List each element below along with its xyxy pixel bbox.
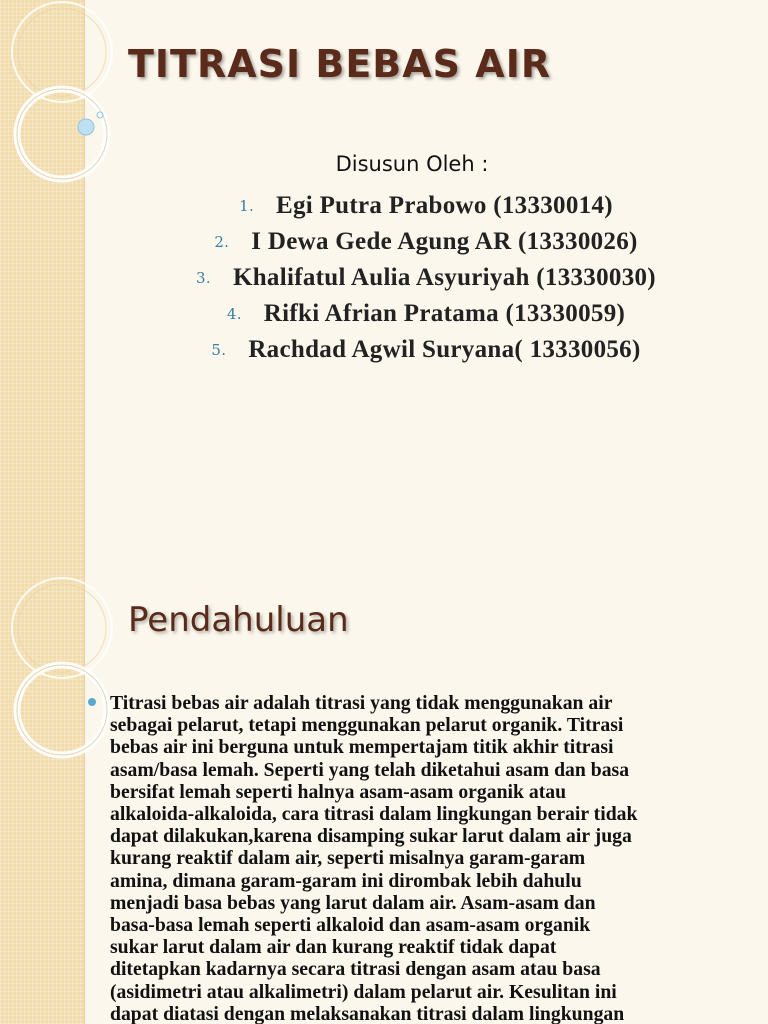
body-paragraph	[110, 692, 750, 1024]
text-line: kurang reaktif dalam air, seperti misalnya garam-garam	[110, 847, 586, 870]
text-line: bebas air ini berguna untuk mempertajam titik akhir titrasi	[110, 736, 614, 759]
author-name: Egi Putra Prabowo (13330014)	[276, 192, 613, 219]
text-line: sebagai pelarut, tetapi menggunakan pelarut organik. Titrasi	[110, 714, 624, 737]
text-line: bersifat lemah seperti halnya asam-asam organik atau	[110, 780, 567, 803]
author-number: 1.	[239, 197, 255, 215]
author-item	[84, 188, 768, 224]
text-line: Titrasi bebas air adalah titrasi yang tidak menggunakan air	[110, 692, 613, 714]
slide-title-heading: TITRASI BEBAS AIR	[128, 42, 552, 86]
text-line: ditetapkan kadarnya secara titrasi dengan asam atau basa	[110, 958, 601, 981]
text-line: amina, dimana garam-garam ini dirombak lebih dahulu	[110, 869, 582, 892]
author-number: 3.	[196, 269, 211, 287]
text-line: menjadi basa bebas yang larut dalam air. Asam-asam dan	[110, 891, 596, 914]
text-line: asam/basa lemah. Seperti yang telah diketahui asam dan basa	[110, 758, 630, 781]
text-line: alkaloida-alkaloida, cara titrasi dalam lingkungan berair tidak	[110, 803, 638, 826]
text-line: basa-basa lemah seperti alkaloid dan asam-asam organik	[110, 914, 591, 937]
author-name: Rachdad Agwil Suryana( 13330056)	[248, 336, 641, 363]
text-line: sukar larut dalam air dan kurang reaktif tidak dapat	[110, 936, 557, 959]
author-number: 4.	[226, 305, 242, 323]
author-number: 2.	[214, 233, 230, 251]
author-name: Khalifatul Aulia Asyuriyah (13330030)	[232, 264, 656, 291]
bullet-icon	[88, 698, 96, 706]
author-list	[84, 188, 768, 368]
author-name: I Dewa Gede Agung AR (13330026)	[251, 228, 638, 255]
text-line: (asidimetri atau alkalimetri) dalam pelarut air. Kesulitan ini	[110, 980, 617, 1003]
slide-introduction	[0, 576, 768, 1024]
author-number: 5.	[211, 341, 227, 359]
author-item	[84, 332, 768, 368]
author-item	[84, 296, 768, 332]
author-name: Rifki Afrian Pratama (13330059)	[263, 300, 626, 327]
text-line: dapat dilakukan,karena disamping sukar larut dalam air juga	[110, 825, 632, 848]
author-item	[84, 260, 768, 296]
author-item	[84, 224, 768, 260]
text-line: dapat diatasi dengan melaksanakan titrasi dalam lingkungan	[110, 1002, 625, 1024]
section-heading: Pendahuluan	[128, 600, 349, 640]
byline-label: Disusun Oleh :	[335, 152, 489, 176]
